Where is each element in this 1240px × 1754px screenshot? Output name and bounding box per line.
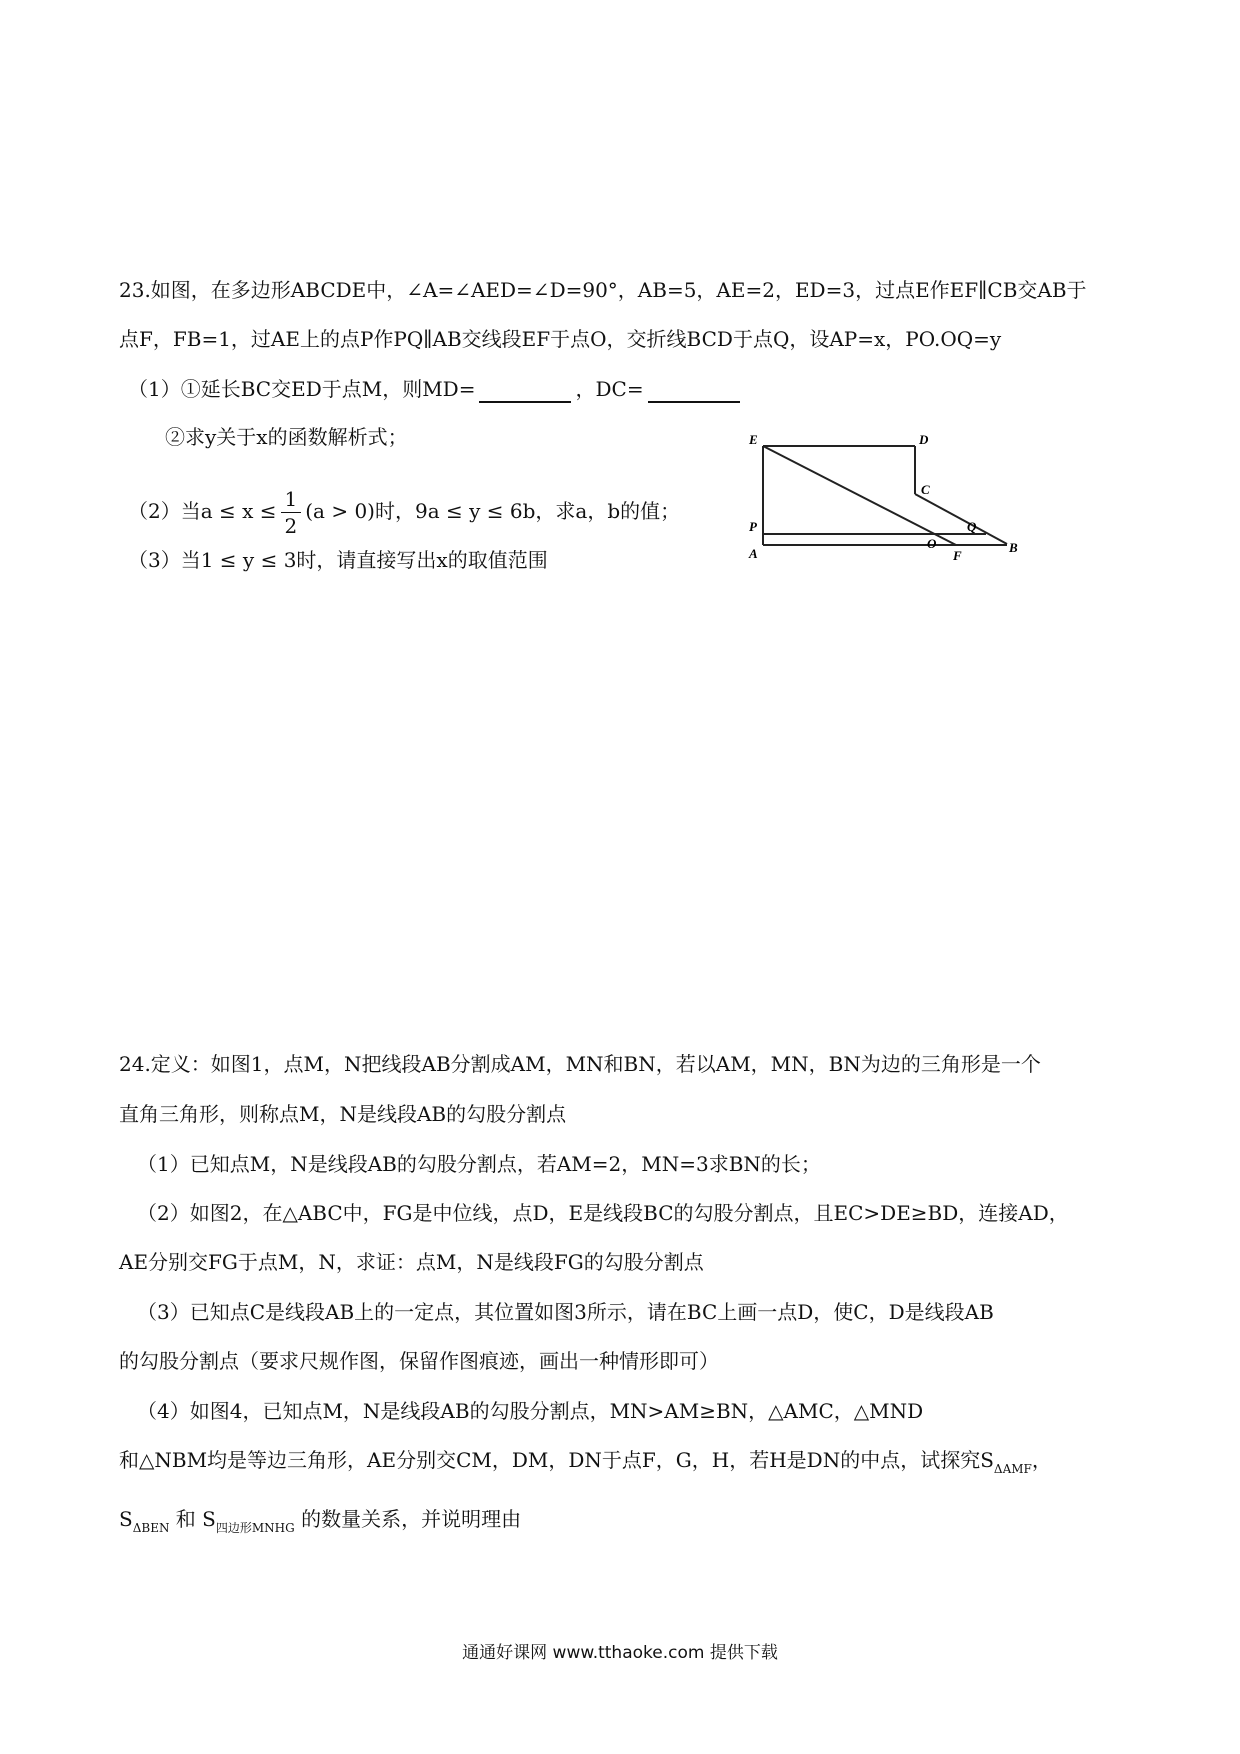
q23-part2-prefix: （2）当a ≤ x ≤ [128,499,277,523]
q23-part1-sub2: ②求y关于x的函数解析式； [165,425,408,449]
label-f: F [953,548,962,563]
q23-part3: （3）当1 ≤ y ≤ 3时，请直接写出x的取值范围 [128,548,548,572]
q24-part4-end [119,1505,521,1542]
q24-part4-and: 和 S [169,1507,216,1531]
q23-part2-suffix: (a > 0)时，9a ≤ y ≤ 6b，求a，b的值； [305,499,681,523]
fraction-denominator: 2 [284,514,298,538]
label-p: P [749,519,757,534]
label-q: Q [967,519,977,534]
q23-part2 [128,486,680,539]
q24-part3-cont: 的勾股分割点（要求尺规作图，保留作图痕迹，画出一种情形即可） [119,1349,719,1373]
polygon-diagram [745,428,1025,563]
q24-stem-line1: 24.定义：如图1，点M，N把线段AB分割成AM，MN和BN，若以AM，MN，BN为边的三角形是一个 [119,1052,1041,1076]
q23-stem-line2: 点F，FB=1，过AE上的点P作PQ∥AB交线段EF于点O，交折线BCD于点Q，设AP=x，PO.OQ=y [119,327,1002,351]
q24-part4-comma: ， [1031,1448,1052,1472]
label-d: D [919,432,929,447]
q24-part1: （1）已知点M，N是线段AB的勾股分割点，若AM=2，MN=3求BN的长； [137,1152,821,1176]
page-footer: 通通好课网 www.tthaoke.com 提供下载 [462,1643,778,1663]
q24-part3: （3）已知点C是线段AB上的一定点，其位置如图3所示，请在BC上画一点D，使C，D是线段AB [137,1300,994,1324]
q24-part4-cont [119,1446,1052,1483]
answer-blank-dc [648,379,740,403]
q23-stem-line1: 23.如图，在多边形ABCDE中，∠A=∠AED=∠D=90°，AB=5，AE=2，ED=3，过点E作EF∥CB交AB于 [119,278,1087,302]
subscript-amf: ΔAMF [993,1462,1032,1476]
label-c: C [921,482,930,497]
label-e: E [749,432,758,447]
q24-part2-cont: AE分别交FG于点M，N，求证：点M，N是线段FG的勾股分割点 [119,1250,704,1274]
q24-stem-line2: 直角三角形，则称点M，N是线段AB的勾股分割点 [119,1102,567,1126]
q23-figure [745,428,1025,567]
q23-part1 [128,375,744,403]
q24-part4: （4）如图4，已知点M，N是线段AB的勾股分割点，MN>AM≥BN，△AMC，△MND [137,1399,924,1423]
q24-part4-tail: 的数量关系，并说明理由 [294,1507,522,1531]
answer-blank-md [479,379,571,403]
label-a: A [749,546,758,561]
fraction-numerator: 1 [281,486,302,513]
q23-part1-mid: ，DC= [575,377,644,401]
label-o: O [927,536,937,551]
q24-part2: （2）如图2，在△ABC中，FG是中位线，点D，E是线段BC的勾股分割点，且EC>DE≥BD，连接AD， [137,1201,1069,1225]
subscript-mnhg: 四边形MNHG [215,1521,295,1535]
q24-part4-text: 和△NBM均是等边三角形，AE分别交CM，DM，DN于点F，G，H，若H是DN的中点，试探究S [119,1448,994,1472]
label-b: B [1009,540,1018,555]
fraction-one-half [281,486,302,539]
q23-part1-prefix: （1）①延长BC交ED于点M，则MD= [128,377,476,401]
area-symbol-s: S [119,1507,133,1531]
subscript-ben: ΔBEN [132,1521,170,1535]
